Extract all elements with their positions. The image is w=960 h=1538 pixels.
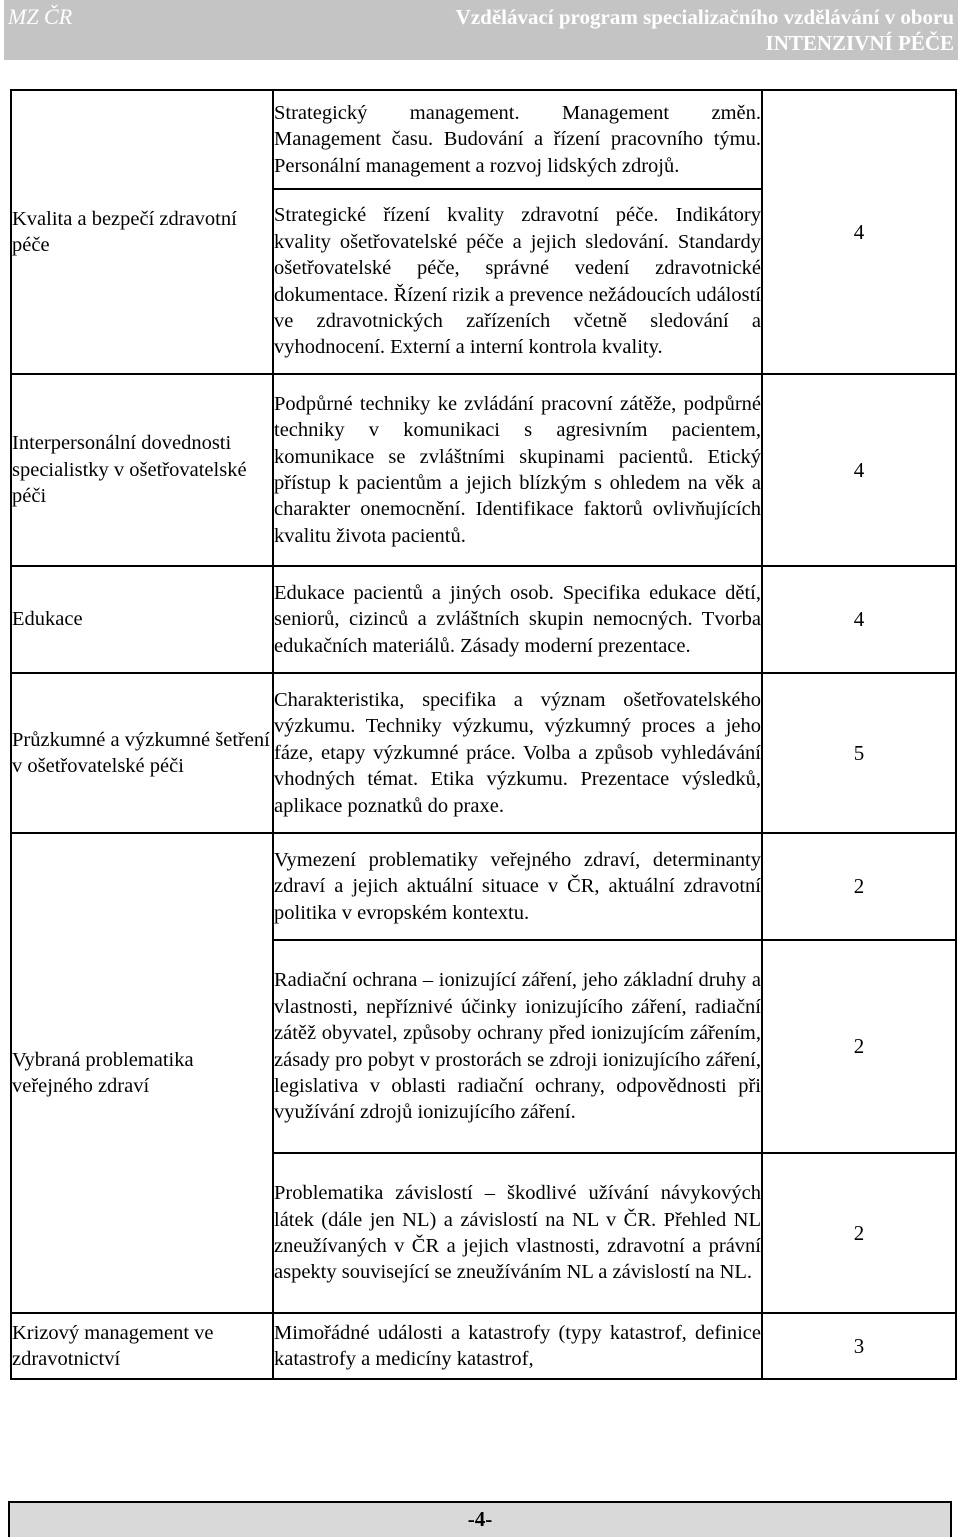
table-row xyxy=(11,374,956,566)
description-cell xyxy=(273,1313,762,1379)
page-header xyxy=(4,0,958,60)
topic-cell: Kvalita a bezpečí zdravotní péče xyxy=(11,90,273,374)
hours-cell: 4 xyxy=(762,566,956,673)
description-cell xyxy=(273,833,762,940)
description-cell xyxy=(273,374,762,566)
hours-cell: 4 xyxy=(762,90,956,374)
org-name: MZ ČR xyxy=(8,4,73,29)
description-cell xyxy=(273,90,762,189)
description-text: Radiační ochrana – ionizující záření, jeho základní druhy a vlastnosti, nepříznivé účinky ionizujícího záření, radiační zátěž obyvatel, způsoby ochrany před ionizujícím zářením, zásady pro pobyt v prostorách se zdroji ionizujícího záření, legislativa v oblasti radiační ochrany, odpovědnosti při využívání zdrojů ionizujícího záření. xyxy=(274,969,761,1124)
hours-cell: 5 xyxy=(762,673,956,833)
curriculum-table xyxy=(10,89,957,1380)
table-row xyxy=(11,566,956,673)
description-text: Podpůrné techniky ke zvládání pracovní zátěže, podpůrné techniky v komunikaci s agresivním pacientem, komunikace se zvláštními skupinami pacientů. Etický přístup k pacientům a jejich blízkým s ohledem na věk a charakter onemocnění. Identifikace faktorů ovlivňujících kvalitu života pacientů. xyxy=(274,392,761,547)
description-cell xyxy=(273,189,762,374)
page-footer xyxy=(8,1501,952,1537)
program-title xyxy=(456,4,954,56)
description-text: Vymezení problematiky veřejného zdraví, determinanty zdraví a jejich aktuální situace v ČR, aktuální zdravotní politika v evropském kontextu. xyxy=(274,848,761,924)
description-text: Charakteristika, specifika a význam ošetřovatelského výzkumu. Techniky výzkumu, výzkumný proces a jeho fáze, etapy výzkumné práce. Volba a způsob vyhledávání vhodných témat. Etika výzkumu. Prezentace výsledků, aplikace poznatků do praxe. xyxy=(274,688,761,817)
description-text: Edukace pacientů a jiných osob. Specifika edukace dětí, seniorů, cizinců a zvláštních skupin nemocných. Tvorba edukačních materiálů. Zásady moderní prezentace. xyxy=(274,581,761,657)
description-text: Problematika závislostí – škodlivé užívání návykových látek (dále jen NL) a závislostí na NL v ČR. Přehled NL zneužívaných v ČR a jejich vlastnosti, zdravotní a právní aspekty související se zneužíváním NL a závislostí na NL. xyxy=(274,1182,761,1284)
topic-cell: Vybraná problematika veřejného zdraví xyxy=(11,833,273,1313)
table-row xyxy=(11,833,956,940)
description-cell xyxy=(273,1153,762,1313)
description-text: Strategický management. Management změn. Management času. Budování a řízení pracovního týmu. Personální management a rozvoj lidských zdrojů. xyxy=(274,101,761,177)
program-title-line2: INTENZIVNÍ PÉČE xyxy=(765,31,954,55)
table-row xyxy=(11,673,956,833)
program-title-line1: Vzdělávací program specializačního vzdělávání v oboru xyxy=(455,5,954,29)
description-cell xyxy=(273,566,762,673)
topic-cell: Krizový management ve zdravotnictví xyxy=(11,1313,273,1379)
description-cell xyxy=(273,673,762,833)
topic-cell: Průzkumné a výzkumné šetření v ošetřovatelské péči xyxy=(11,673,273,833)
hours-cell: 2 xyxy=(762,833,956,940)
table-row xyxy=(11,90,956,189)
hours-cell: 4 xyxy=(762,374,956,566)
hours-cell: 2 xyxy=(762,940,956,1153)
description-text: Mimořádné události a katastrofy (typy katastrof, definice katastrofy a medicíny katastrof, xyxy=(274,1321,761,1370)
topic-cell: Interpersonální dovednosti specialistky v ošetřovatelské péči xyxy=(11,374,273,566)
hours-cell: 2 xyxy=(762,1153,956,1313)
hours-cell: 3 xyxy=(762,1313,956,1379)
table-row xyxy=(11,1313,956,1379)
page-number: -4- xyxy=(467,1507,493,1531)
description-text: Strategické řízení kvality zdravotní péče. Indikátory kvality ošetřovatelské péče a jejich sledování. Standardy ošetřovatelské péče, správné vedení zdravotnické dokumentace. Řízení rizik a prevence nežádoucích událostí ve zdravotnických zařízeních včetně sledování a vyhodnocení. Externí a interní kontrola kvality. xyxy=(274,204,761,359)
topic-cell: Edukace xyxy=(11,566,273,673)
description-cell xyxy=(273,940,762,1153)
